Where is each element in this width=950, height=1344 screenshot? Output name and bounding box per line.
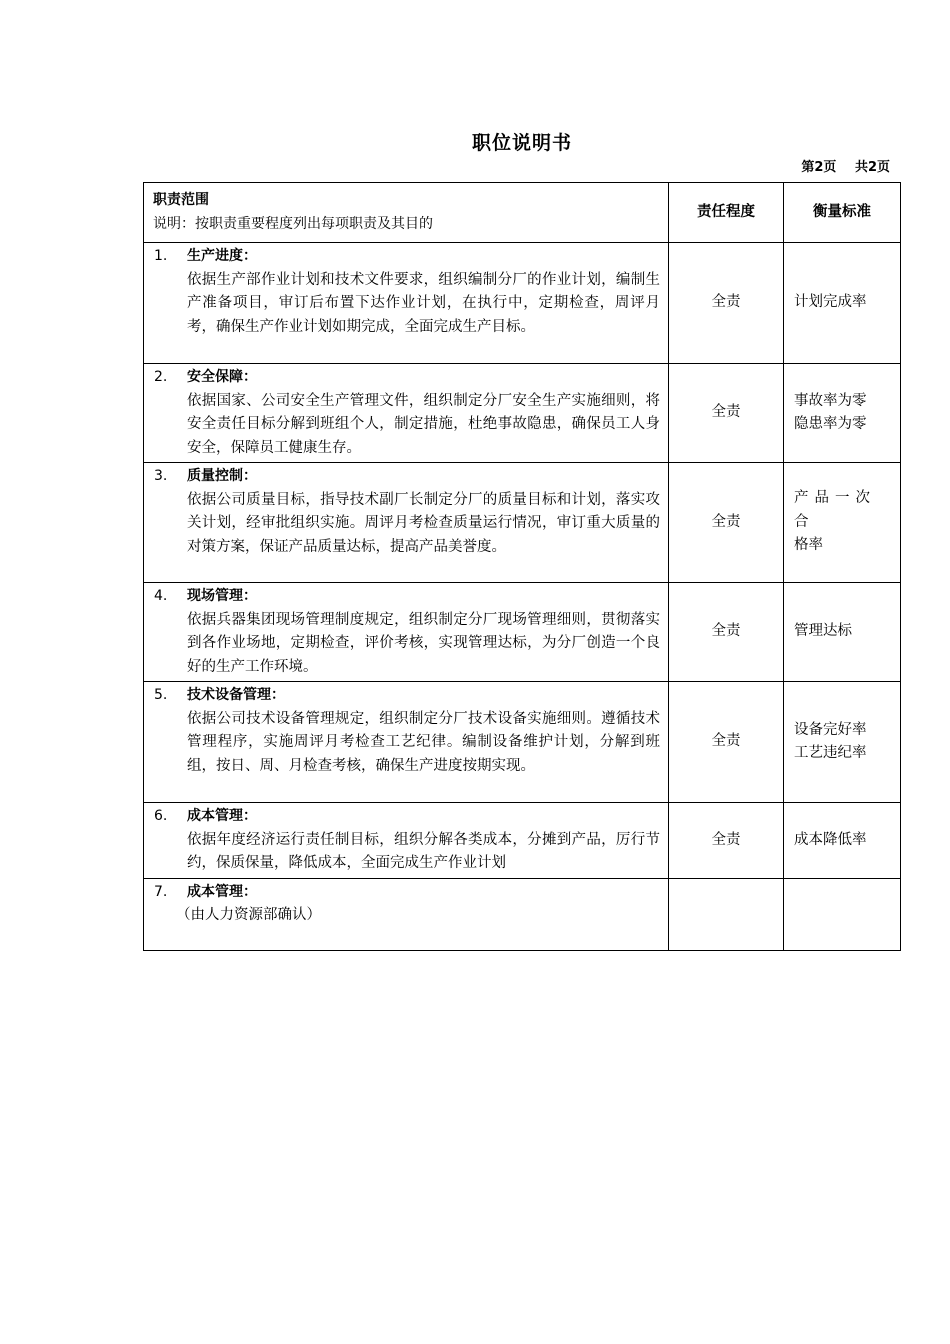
responsibility-level: 全责 <box>669 364 784 463</box>
duty-description: 依据公司质量目标，指导技术副厂长制定分厂的质量目标和计划，落实攻关计划，经审批组织实施。周评月考检查质量运行情况，审订重大质量的对策方案，保证产品质量达标，提高产品美誉度。 <box>187 491 660 555</box>
scope-title: 职责范围 <box>153 192 209 208</box>
responsibility-level: 全责 <box>669 583 784 682</box>
standard-line: 隐患率为零 <box>794 416 867 432</box>
duty-description: 依据年度经济运行责任制目标，组织分解各类成本，分摊到产品，厉行节约，保质保量，降低成本，全面完成生产作业计划 <box>187 831 660 871</box>
responsibility-level: 全责 <box>669 682 784 803</box>
standard-line: 管理达标 <box>794 623 852 640</box>
standard-line: 格率 <box>794 537 823 554</box>
duty-cell <box>144 583 669 682</box>
duty-name: 成本管理： <box>187 808 257 824</box>
duty-cell <box>144 878 669 950</box>
duty-number: 3. <box>154 468 168 484</box>
level-header: 责任程度 <box>669 183 784 243</box>
duty-name: 生产进度： <box>187 248 257 264</box>
duty-cell <box>144 364 669 463</box>
duty-cell <box>144 682 669 803</box>
duty-name: 现场管理： <box>187 588 257 604</box>
duty-number: 1. <box>154 248 168 264</box>
page-total: 共2页 <box>854 160 890 175</box>
table-row <box>144 583 901 682</box>
scope-header <box>144 183 669 243</box>
duty-description: 依据生产部作业计划和技术文件要求，组织编制分厂的作业计划，编制生产准备项目，审订后布置下达作业计划，在执行中，定期检查，周评月考，确保生产作业计划如期完成，全面完成生产目标。 <box>187 271 660 335</box>
duty-description: （由人力资源部确认） <box>176 907 321 923</box>
table-row <box>144 682 901 803</box>
responsibility-level: 全责 <box>669 803 784 879</box>
duty-name: 技术设备管理： <box>187 687 285 703</box>
responsibility-table <box>143 182 901 951</box>
duty-number: 6. <box>154 808 168 824</box>
duty-cell <box>144 803 669 879</box>
table-header-row <box>144 183 901 243</box>
document-title: 职位说明书 <box>471 132 572 154</box>
duty-description: 依据国家、公司安全生产管理文件，组织制定分厂安全生产实施细则，将安全责任目标分解到班组个人，制定措施，杜绝事故隐患，确保员工人身安全，保障员工健康生存。 <box>187 392 660 456</box>
measurement-standard <box>784 682 901 803</box>
table-row <box>144 878 901 950</box>
duty-name: 质量控制： <box>187 468 257 484</box>
table-row <box>144 243 901 364</box>
table-row <box>144 463 901 583</box>
duty-number: 7. <box>154 883 168 900</box>
standard-line: 计划完成率 <box>794 294 867 311</box>
responsibility-level <box>669 878 784 950</box>
page-indicator <box>801 156 890 175</box>
standard-line: 设备完好率 <box>794 721 867 738</box>
scope-note: 说明：按职责重要程度列出每项职责及其目的 <box>153 215 433 232</box>
duty-description: 依据公司技术设备管理规定，组织制定分厂技术设备实施细则。遵循技术管理程序，实施周评月考检查工艺纪律。编制设备维护计划，分解到班组，按日、周、月检查考核，确保生产进度按期实现。 <box>187 710 660 774</box>
duty-number: 2. <box>154 369 168 385</box>
table-row <box>144 364 901 463</box>
measurement-standard <box>784 243 901 364</box>
measurement-standard <box>784 364 901 463</box>
duty-name: 安全保障： <box>187 369 257 385</box>
responsibility-level: 全责 <box>669 463 784 583</box>
standard-line: 成本降低率 <box>794 831 867 848</box>
duty-number: 4. <box>154 588 168 604</box>
standard-line: 产品一次合 <box>794 490 876 530</box>
standard-line: 事故率为零 <box>794 392 867 409</box>
duty-cell <box>144 463 669 583</box>
duty-cell <box>144 243 669 364</box>
measurement-standard <box>784 583 901 682</box>
duty-number: 5. <box>154 687 168 703</box>
standard-header: 衡量标准 <box>784 183 901 243</box>
measurement-standard <box>784 878 901 950</box>
page-number: 第2页 <box>801 160 837 175</box>
measurement-standard <box>784 803 901 879</box>
standard-line: 工艺违纪率 <box>794 745 867 761</box>
measurement-standard <box>784 463 901 583</box>
responsibility-level: 全责 <box>669 243 784 364</box>
duty-name: 成本管理： <box>187 883 257 900</box>
duty-description: 依据兵器集团现场管理制度规定，组织制定分厂现场管理细则，贯彻落实到各作业场地，定期检查，评价考核，实现管理达标，为分厂创造一个良好的生产工作环境。 <box>187 611 660 675</box>
table-row <box>144 803 901 879</box>
